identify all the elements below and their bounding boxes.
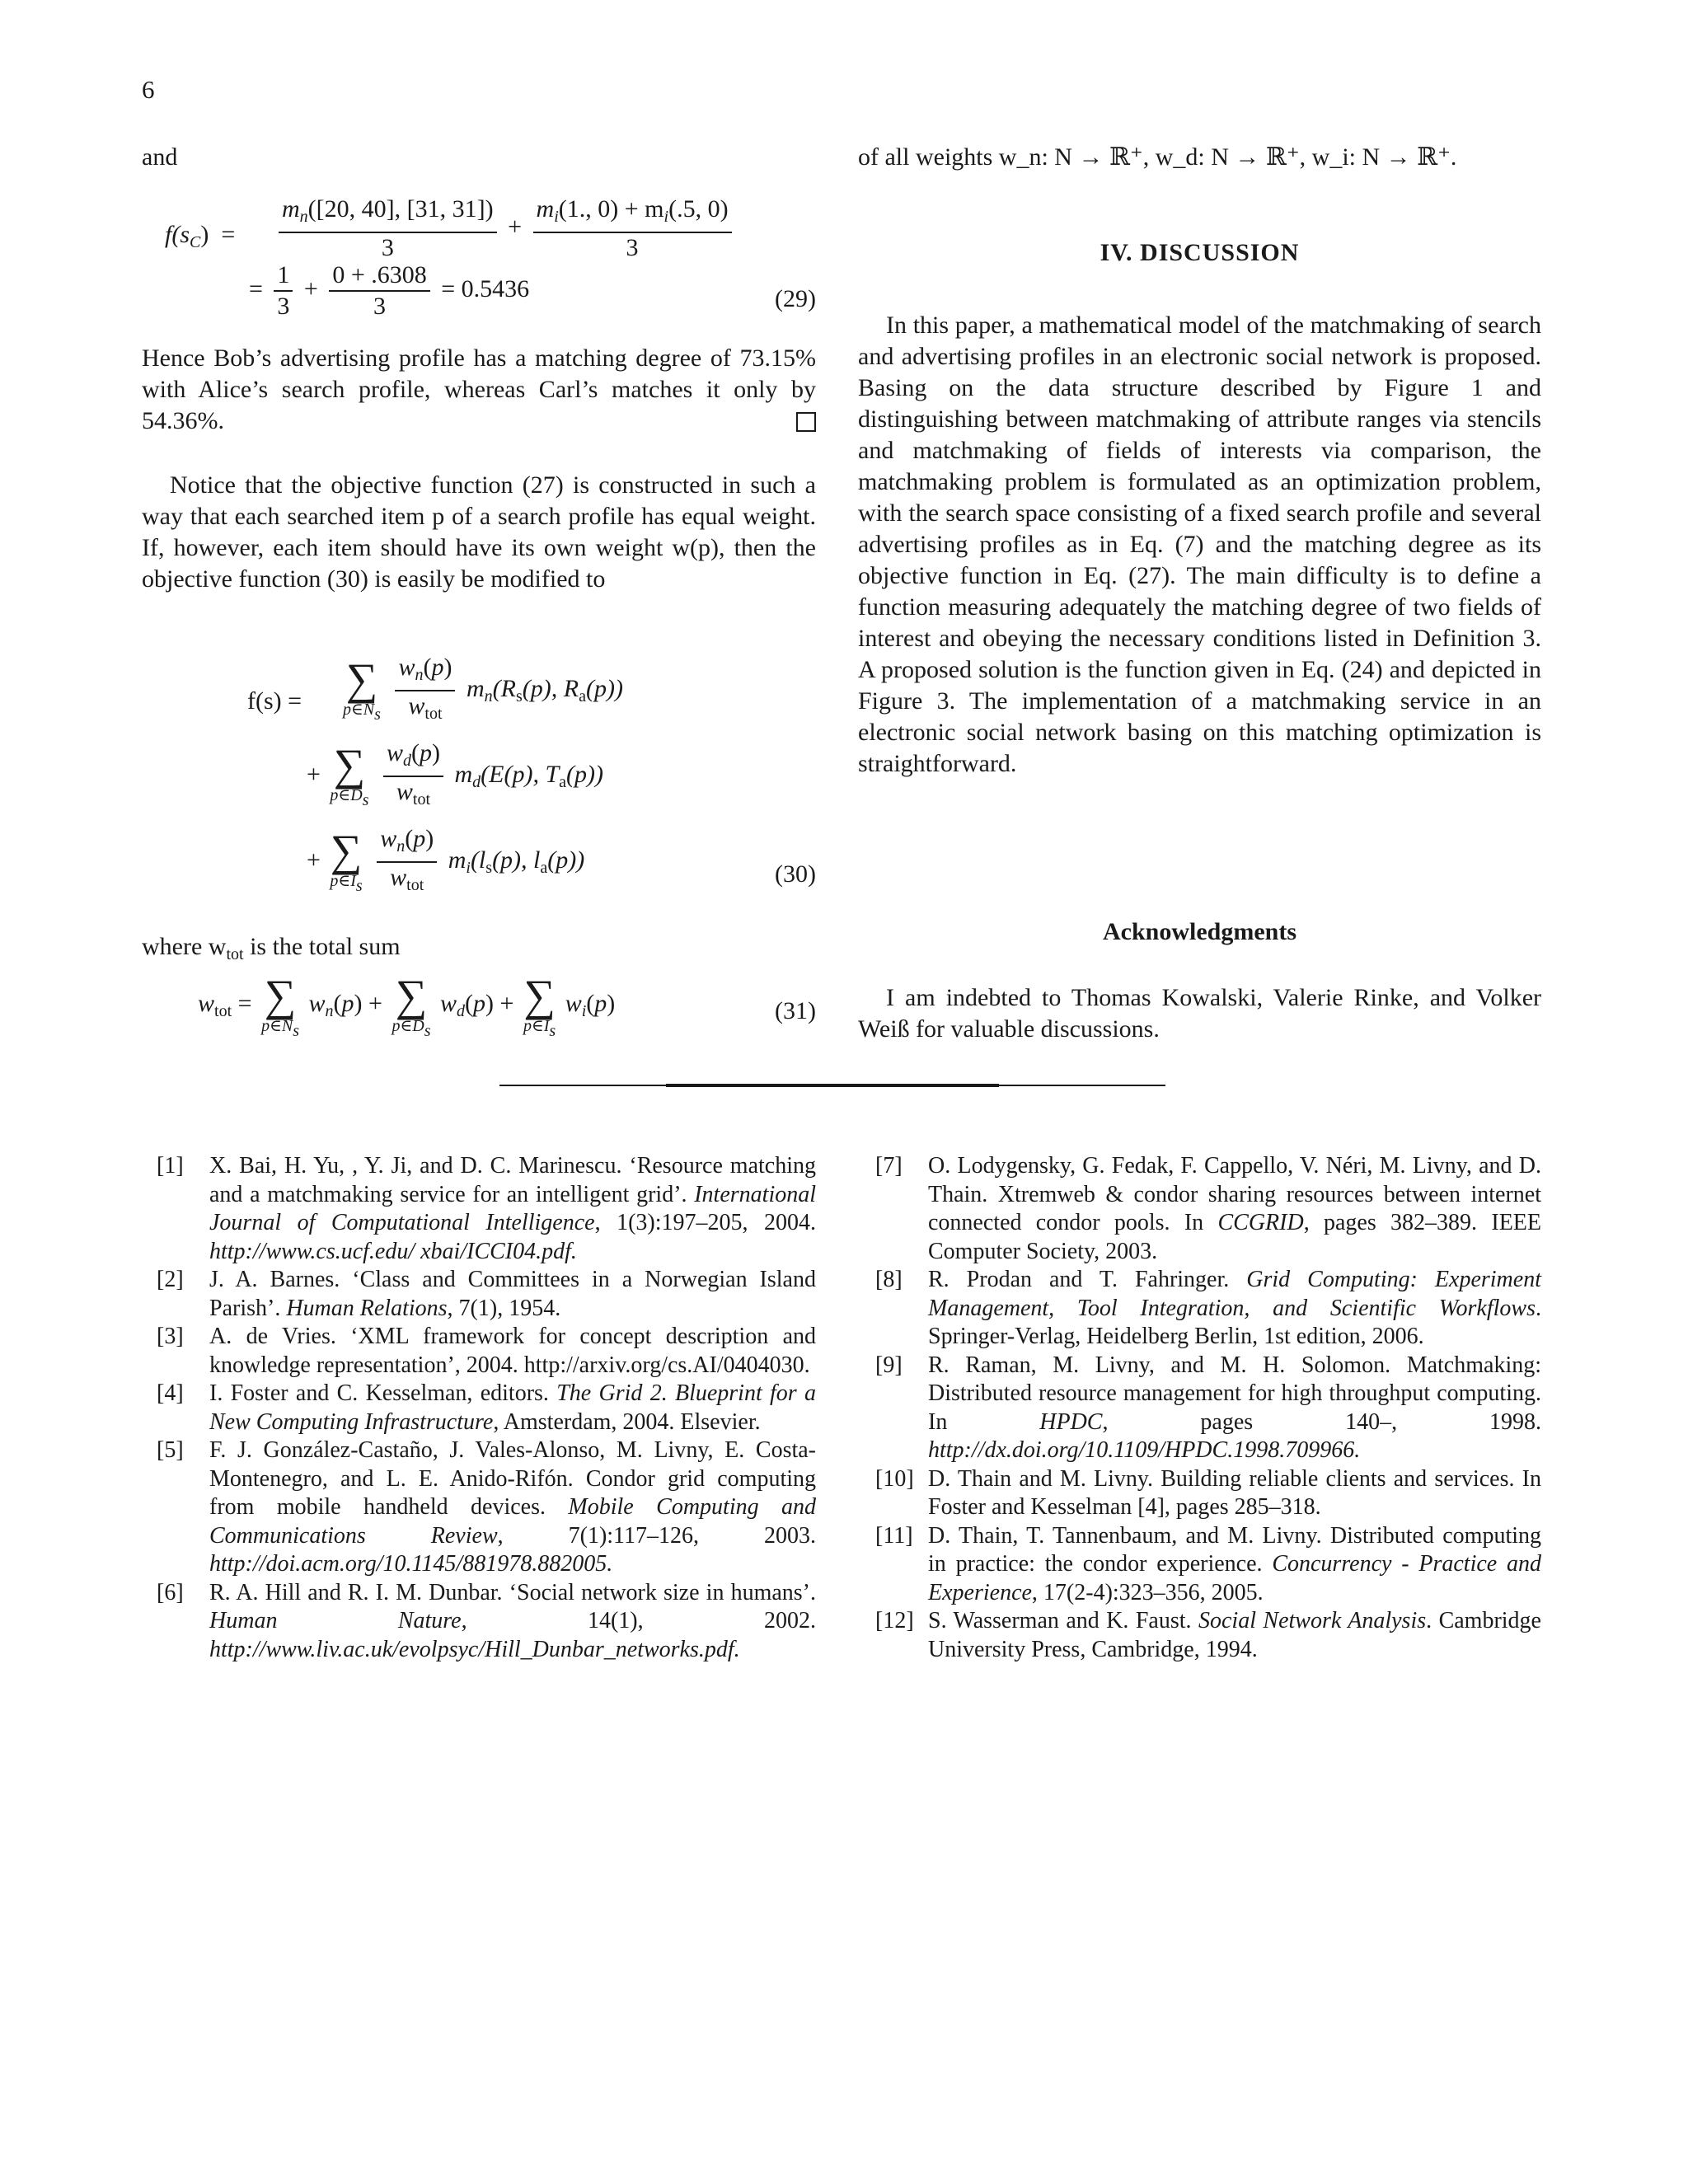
equation-31: $w_{tot}$ = ∑ p∈Ns $w_n(p)$ + ∑ p∈Ds $w_d(p)$ + ∑ p∈Is $w_i(p)$ (31) xyxy=(198,971,816,1040)
reference-item: [8] R. Prodan and T. Fahringer. Grid Computing: Experiment Management, Tool Integration, and Scientific Workflows. Springer-Verlag, Heidelberg Berlin, 1st edition, 2006. xyxy=(875,1267,1541,1349)
equation-number: (29) xyxy=(775,285,816,312)
and-word: and xyxy=(142,143,178,171)
reference-item: [6] R. A. Hill and R. I. M. Dunbar. ‘Social network size in humans’. Human Nature, 14(1), 2002. http://www.liv.ac.uk/evolpsyc/Hill_Dunbar_networks.pdf. xyxy=(157,1579,816,1662)
reference-url: http://dx.doi.org/10.1109/HPDC.1998.709966. xyxy=(928,1437,1361,1463)
equation-number: (31) xyxy=(775,997,816,1024)
summation: ∑ p∈Ds xyxy=(330,740,369,809)
left-column xyxy=(142,142,816,1090)
reference-label: [11] xyxy=(875,1522,913,1549)
weights-line: of all weights w_n: N → ℝ⁺, w_d: N → ℝ⁺, w_i: N → ℝ⁺. xyxy=(858,143,1457,171)
reference-label: [7] xyxy=(875,1153,903,1179)
acknowledgments-heading: Acknowledgments xyxy=(1102,918,1296,945)
reference-label: [4] xyxy=(157,1380,184,1406)
paragraph: Hence Bob’s advertising profile has a matching degree of 73.15% with Alice’s search profile, whereas Carl’s matches it only by 54.36%. xyxy=(142,344,816,434)
summation: ∑ p∈Is xyxy=(330,826,363,895)
reference-item: [10] D. Thain and M. Livny. Building reliable clients and services. In Foster and Kesselman [4], pages 285–318. xyxy=(875,1465,1541,1520)
summation: ∑ p∈Ns xyxy=(343,654,381,724)
reference-item: [9] R. Raman, M. Livny, and M. H. Solomon. Matchmaking: Distributed resource management for high throughput computing. In HPDC, pages 140–, 1998. http://dx.doi.org/10.1109/HPDC.1998.709966. xyxy=(875,1352,1541,1463)
reference-item: [1] X. Bai, H. Yu, , Y. Ji, and D. C. Marinescu. ‘Resource matching and a matchmaking service for an intelligent grid’. International Journal of Computational Intelligence, 1(3):197–205, 2004. http://www.cs.ucf.edu/ xbai/ICCI04.pdf. xyxy=(157,1153,816,1264)
reference-item: [5] F. J. González-Castaño, J. Vales-Alonso, M. Livny, E. Costa-Montenegro, and L. E. Anido-Rifón. Condor grid computing from mobile handheld devices. Mobile Computing and Communications Review, 7(1):117–126, 2003. http://doi.acm.org/10.1145/881978.882005. xyxy=(157,1437,817,1577)
section-divider-thick xyxy=(666,1084,999,1087)
equation-29: $f(s_C)$ = $\frac{m_n([20, 40], [31, 31])}{3}$ + $\frac{m_i(1., 0) + m_i(.5, 0)}{3}$ = $\frac{1}{3}$ + $\frac{0 + .6308}{3}$ = 0.5436 (29) xyxy=(165,195,816,320)
reference-label: [2] xyxy=(157,1267,184,1292)
reference-label: [12] xyxy=(875,1608,914,1633)
equation-30: f(s) = ∑ p∈Ns $\frac{w_n(p)}{w_{tot}}$ $m_n(R_s(p)$, $R_a(p)$) + ∑ p∈Ds $\frac{w_d(p)}{w_{tot}}$ $m_d(E(p)$, $T_a(p)$) + ∑ p∈Is $\frac{w_n(p)}{w_{tot}}$ $m_i(l_s(p)$, $l_a(p)$) (30) xyxy=(142,653,816,916)
reference-item: [7] O. Lodygensky, G. Fedak, F. Cappello, V. Néri, M. Livny, and D. Thain. Xtremweb & condor sharing resources between internet connected condor pools. In CCGRID, pages 382–389. IEEE Computer Society, 2003. xyxy=(875,1153,1542,1264)
reference-url: http://doi.acm.org/10.1145/881978.882005. xyxy=(209,1551,613,1577)
fraction: $\frac{m_n([20, 40], [31, 31])}{3}$ xyxy=(279,194,497,263)
reference-item: [2] J. A. Barnes. ‘Class and Committees in a Norwegian Island Parish’. Human Relations, 7(1), 1954. xyxy=(157,1267,816,1321)
reference-url: http://www.cs.ucf.edu/ xbai/ICCI04.pdf. xyxy=(209,1238,577,1264)
discussion-paragraph: In this paper, a mathematical model of the matchmaking of search and advertising profiles in an electronic social network is proposed. Basing on the data structure described by Figure 1 and distinguishing between matchmaking of attribute ranges via stencils and matchmaking of fields of interests via comparison, the matchmaking problem is formulated as an optimization problem, with the search space consisting of a fixed search profile and several advertising profiles as in Eq. (7) and the matching degree as its objective function in Eq. (27). The main difficulty is to define a function measuring adequately the matching degree of two fields of interest and obeying the necessary conditions listed in Definition 3. A proposed solution is the function given in Eq. (24) and depicted in Figure 3. The implementation of a matchmaking service in an electronic social network basing on this matching optimization is straightforward. xyxy=(858,312,1541,777)
acknowledgments-paragraph: I am indebted to Thomas Kowalski, Valerie Rinke, and Volker Weiß for valuable discussions. xyxy=(858,984,1541,1043)
reference-label: [3] xyxy=(157,1324,184,1349)
page-number: 6 xyxy=(142,75,155,104)
summation: ∑ p∈Is xyxy=(523,971,556,1040)
qed-square-icon xyxy=(796,412,816,432)
fraction: $\frac{0 + .6308}{3}$ xyxy=(329,260,429,321)
reference-label: [5] xyxy=(157,1437,184,1463)
reference-label: [6] xyxy=(157,1579,184,1605)
summation: ∑ p∈Ns xyxy=(261,971,300,1040)
fraction: $\frac{m_i(1., 0) + m_i(.5, 0)}{3}$ xyxy=(533,194,732,263)
reference-label: [8] xyxy=(875,1267,903,1292)
right-column xyxy=(858,142,1541,1048)
summation: ∑ p∈Ds xyxy=(392,971,431,1040)
equation-number: (30) xyxy=(775,860,816,888)
reference-item: [12] S. Wasserman and K. Faust. Social Network Analysis. Cambridge University Press, Cambridge, 1994. xyxy=(875,1608,1541,1662)
paragraph: Notice that the objective function (27) is constructed in such a way that each searched item p of a search profile has equal weight. If, however, each item should have its own weight w(p), then the objective function (30) is easily be modified to xyxy=(142,471,816,593)
reference-label: [1] xyxy=(157,1153,184,1179)
references-left xyxy=(157,1152,816,1664)
fraction: $\frac{w_n(p)}{w_{tot}}$ xyxy=(395,653,455,729)
reference-item: [3] A. de Vries. ‘XML framework for concept description and knowledge representation’, 2004. http://arxiv.org/cs.AI/0404030. xyxy=(157,1324,816,1378)
reference-label: [10] xyxy=(875,1465,914,1492)
references-right xyxy=(875,1152,1541,1664)
reference-item: [11] D. Thain, T. Tannenbaum, and M. Livny. Distributed computing in practice: the condor experience. Concurrency - Practice and Experience, 17(2-4):323–356, 2005. xyxy=(875,1522,1541,1605)
reference-item: [4] I. Foster and C. Kesselman, editors. The Grid 2. Blueprint for a New Computing Infrastructure, Amsterdam, 2004. Elsevier. xyxy=(157,1380,816,1435)
fraction: $\frac{1}{3}$ xyxy=(274,260,293,321)
reference-url: http://www.liv.ac.uk/evolpsyc/Hill_Dunbar_networks.pdf. xyxy=(209,1636,740,1662)
fraction: $\frac{w_d(p)}{w_{tot}}$ xyxy=(383,738,443,814)
section-heading-discussion: IV. DISCUSSION xyxy=(1100,239,1300,266)
where-text: where $w_{tot}$ is the total sum xyxy=(142,933,401,963)
fraction: $\frac{w_n(p)}{w_{tot}}$ xyxy=(377,824,437,900)
reference-label: [9] xyxy=(875,1352,903,1378)
